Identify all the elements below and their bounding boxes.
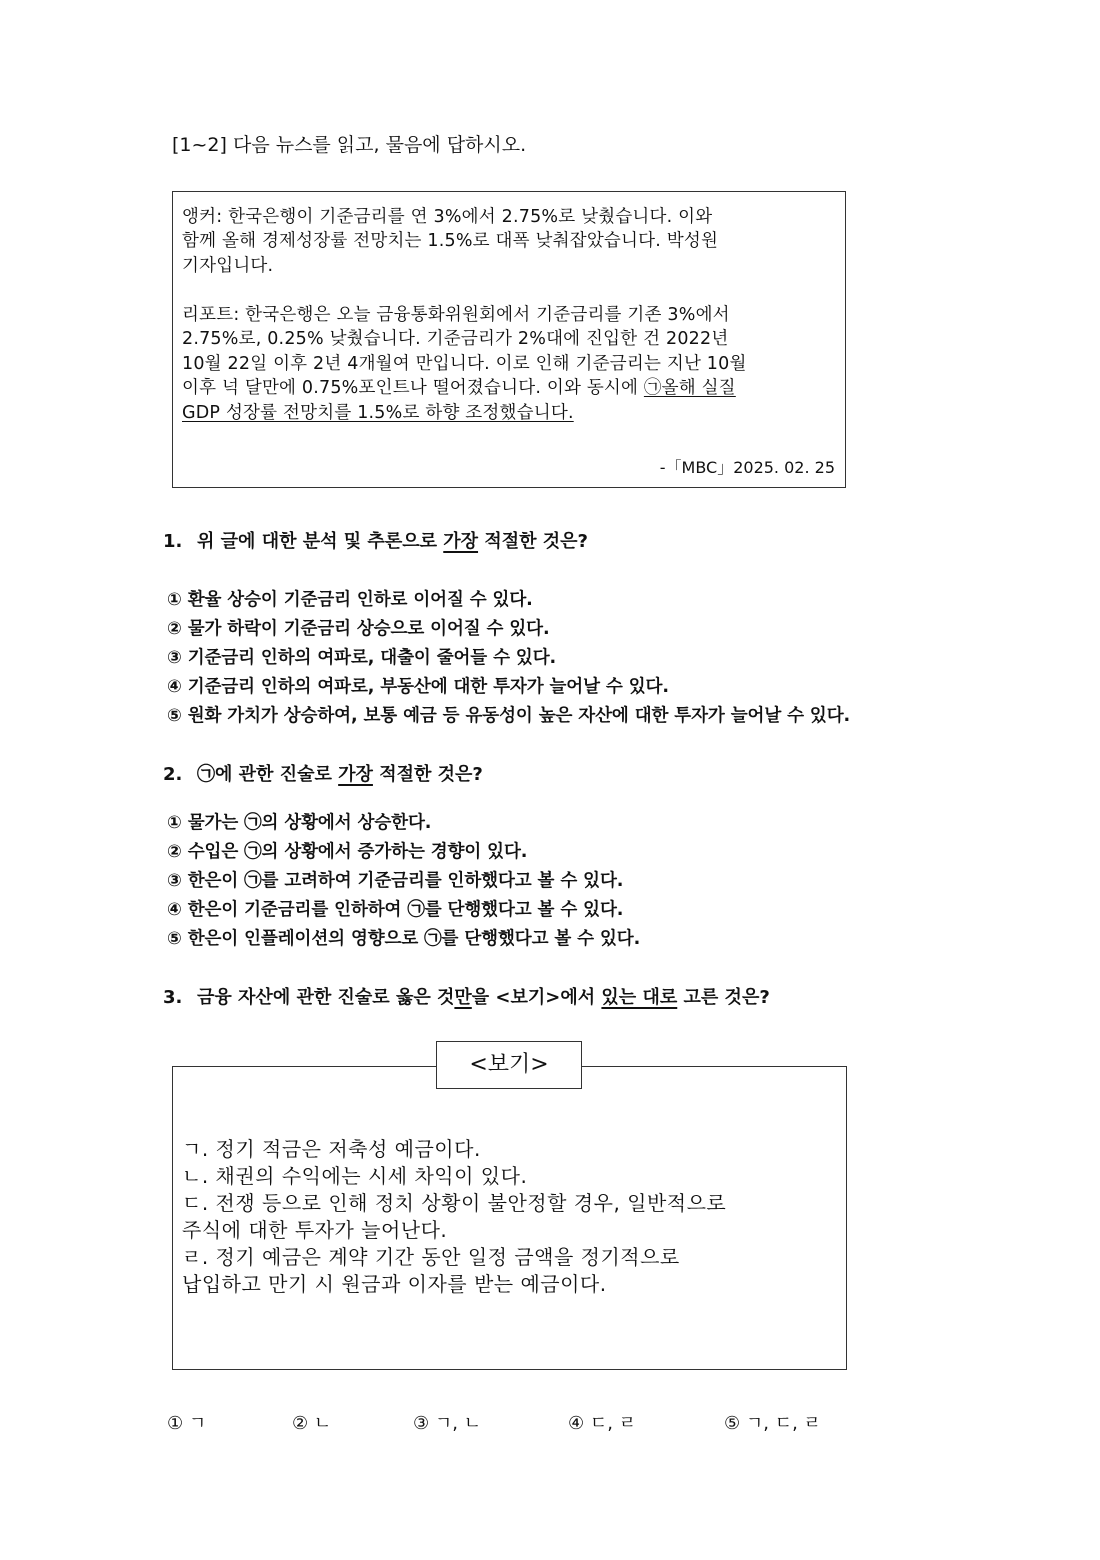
bogi-item-4-cont: 납입하고 만기 시 원금과 이자를 받는 예금이다. xyxy=(182,1272,607,1296)
q1-option-1[interactable]: ① 환율 상승이 기준금리 인하로 이어질 수 있다. xyxy=(167,590,533,610)
question-2 xyxy=(163,760,483,786)
q2-option-3[interactable]: ③ 한은이 ㉠를 고려하여 기준금리를 인하했다고 볼 수 있다. xyxy=(167,871,624,891)
section-instruction: [1~2] 다음 뉴스를 읽고, 물음에 답하시오. xyxy=(172,134,527,156)
q3-answer-4[interactable]: ④ ㄷ, ㄹ xyxy=(568,1413,637,1434)
bogi-item-3: ㄷ. 전쟁 등으로 인해 정치 상황이 불안정할 경우, 일반적으로 xyxy=(182,1191,727,1215)
q1-option-5[interactable]: ⑤ 원화 가치가 상승하여, 보통 예금 등 유동성이 높은 자산에 대한 투자가 늘어날 수 있다. xyxy=(167,706,851,726)
question-1-emphasis: 가장 xyxy=(443,531,479,552)
q3-answer-5[interactable]: ⑤ ㄱ, ㄷ, ㄹ xyxy=(724,1413,821,1434)
question-1 xyxy=(163,527,588,553)
bogi-item-4: ㄹ. 정기 예금은 계약 기간 동안 일정 금액을 정기적으로 xyxy=(182,1245,680,1269)
question-2-pre: ㉠에 관한 진술로 xyxy=(197,764,339,785)
news-report-line-3: 10월 22일 이후 2년 4개월여 만입니다. 이로 인해 기준금리는 지난 10월 xyxy=(182,354,747,374)
news-report-line-1: 리포트: 한국은행은 오늘 금융통화위원회에서 기준금리를 기존 3%에서 xyxy=(182,305,730,325)
question-2-number: 2. xyxy=(163,764,183,785)
q2-option-2[interactable]: ② 수입은 ㉠의 상황에서 증가하는 경향이 있다. xyxy=(167,842,528,862)
q1-option-2[interactable]: ② 물가 하락이 기준금리 상승으로 이어질 수 있다. xyxy=(167,619,550,639)
q3-answer-3[interactable]: ③ ㄱ, ㄴ xyxy=(413,1413,482,1434)
news-highlight-start: ㉠올해 실질 xyxy=(643,378,736,398)
news-highlight-end: GDP 성장률 전망치를 1.5%로 하향 조정했습니다. xyxy=(182,403,574,423)
question-3 xyxy=(163,983,770,1009)
bogi-item-3-cont: 주식에 대한 투자가 늘어난다. xyxy=(182,1218,448,1242)
news-report-line-2: 2.75%로, 0.25% 낮췄습니다. 기준금리가 2%대에 진입한 건 2022년 xyxy=(182,329,729,349)
q1-option-3[interactable]: ③ 기준금리 인하의 여파로, 대출이 줄어들 수 있다. xyxy=(167,648,557,668)
news-anchor-line-3: 기자입니다. xyxy=(182,256,274,276)
news-anchor-line-2: 함께 올해 경제성장률 전망치는 1.5%로 대폭 낮춰잡았습니다. 박성원 xyxy=(182,231,719,251)
question-3-post: 고른 것은? xyxy=(677,987,770,1008)
bogi-item-1: ㄱ. 정기 적금은 저축성 예금이다. xyxy=(182,1137,481,1161)
q1-option-4[interactable]: ④ 기준금리 인하의 여파로, 부동산에 대한 투자가 늘어날 수 있다. xyxy=(167,677,669,697)
question-1-pre: 위 글에 대한 분석 및 추론으로 xyxy=(197,531,444,552)
q3-answer-2[interactable]: ② ㄴ xyxy=(292,1413,332,1434)
question-1-post: 적절한 것은? xyxy=(478,531,588,552)
question-3-pre: 금융 자산에 관한 진술로 옳은 것 xyxy=(197,987,455,1008)
q2-option-5[interactable]: ⑤ 한은이 인플레이션의 영향으로 ㉠를 단행했다고 볼 수 있다. xyxy=(167,929,641,949)
question-3-emphasis-1: 만 xyxy=(454,987,472,1008)
question-2-post: 적절한 것은? xyxy=(372,764,483,785)
q2-option-4[interactable]: ④ 한은이 기준금리를 인하하여 ㉠를 단행했다고 볼 수 있다. xyxy=(167,900,624,920)
q3-answer-1[interactable]: ① ㄱ xyxy=(167,1413,207,1434)
q2-option-1[interactable]: ① 물가는 ㉠의 상황에서 상승한다. xyxy=(167,813,432,833)
question-3-mid: 을 <보기>에서 xyxy=(471,987,602,1008)
question-1-number: 1. xyxy=(163,531,183,552)
news-report-line-4-plain: 이후 넉 달만에 0.75%포인트나 떨어졌습니다. 이와 동시에 xyxy=(182,378,644,398)
question-2-emphasis: 가장 xyxy=(338,764,373,785)
bogi-item-2: ㄴ. 채권의 수익에는 시세 차익이 있다. xyxy=(182,1164,528,1188)
bogi-title: <보기> xyxy=(436,1041,582,1089)
question-3-number: 3. xyxy=(163,987,183,1008)
news-source: -「MBC」2025. 02. 25 xyxy=(659,458,835,477)
question-3-emphasis-2: 있는 대로 xyxy=(601,987,678,1008)
news-report-line-4 xyxy=(182,376,736,401)
news-anchor-line-1: 앵커: 한국은행이 기준금리를 연 3%에서 2.75%로 낮췄습니다. 이와 xyxy=(182,207,713,227)
